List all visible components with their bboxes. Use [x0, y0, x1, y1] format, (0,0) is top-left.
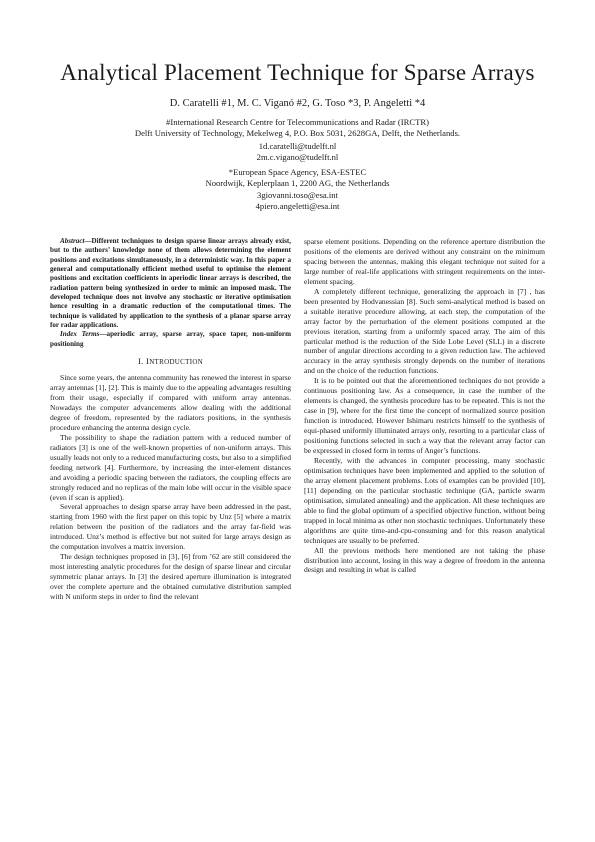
section-title-initial: I: [146, 356, 150, 367]
index-terms: [50, 330, 291, 349]
right-column: [304, 237, 545, 575]
index-terms-label: Index Terms: [60, 330, 100, 339]
email-address: 3giovanni.toso@esa.int: [257, 190, 338, 200]
left-column: [50, 237, 291, 602]
affiliation-line: Noordwijk, Keplerplaan 1, 2200 AG, the Netherlands: [205, 178, 390, 188]
body-paragraph: It is to be pointed out that the aforementioned techniques do not provide a continuous positioning law. As a consequence, in case the number of the elements is changed, the synthesis procedure has to be repeated. This is not the case in [9], where for the first time the concept of normalized source position function is introduced. However Ishimaru restricts himself to the synthesis of equi-phased uniformly illuminated arrays only, resorting to a particular class of positioning functions selected in such a way that the relevant array factor can be expressed in closed form in terms of Anger’s functions.: [304, 376, 545, 456]
body-paragraph: sparse element positions. Depending on the reference aperture distribution the positions of the elements are derived without any constraint on the minimum spacing between the antennas, making this elegant technique not suited for a large number of real-life applications with stringent requirements on the inter-element spacing.: [304, 237, 545, 286]
abstract-label: Abstract: [60, 237, 85, 245]
email-address: 4piero.angeletti@esa.int: [255, 201, 340, 211]
section-title-rest: NTRODUCTION: [149, 358, 204, 367]
body-paragraph: The design techniques proposed in [3], [6] from ’62 are still considered the most interesting analytic procedures for the design of sparse linear and circular symmetric planar arrays. In [3] the desired aperture illumination is integrated over the complete aperture and the obtained cumulative distribution sampled with N uniform steps in order to find the relevant: [50, 552, 291, 602]
affiliation-line: *European Space Agency, ESA-ESTEC: [228, 167, 367, 177]
affiliation-line: Delft University of Technology, Mekelweg 4, P.O. Box 5031, 2628GA, Delft, the Netherlands.: [134, 128, 461, 138]
paper-title: Analytical Placement Technique for Sparse Arrays: [60, 60, 535, 85]
author-list: D. Caratelli #1, M. C. Viganó #2, G. Toso *3, P. Angeletti *4: [169, 98, 426, 109]
body-paragraph: Recently, with the advances in computer processing, many stochastic optimisation techniques have been implemented and applied to the solution of the array element placement problems. Lots of examples can be provided [10], [11] depending on the particular stochastic technique (GA, particle swarm optimisation, simulated annealing) and the application. All these techniques are able to find the global optimum of a specified objective function, without being trapped in local minima as other non stochastic techniques. Unfortunately these algorithms are quite time-and-cpu-consuming and for this reason analytical techniques are usually to be preferred.: [304, 455, 545, 545]
body-paragraph: Since some years, the antenna community has renewed the interest in sparse array antennas [1], [2]. This is mainly due to the appealing advantages resulting from their usage, especially if compared with uniform array antennas. Nowadays the computer advancements allow dealing with the additional degree of freedom, represented by the radiators positions, in the synthesis procedure enhancing the antenna design cycle.: [50, 373, 291, 432]
abstract: [50, 237, 291, 330]
email-address: 2m.c.vigano@tudelft.nl: [256, 152, 339, 162]
abstract-text: —Different techniques to design sparse linear arrays already exist, but to the authors’ knowledge none of them allows determining the element positions and excitations simultaneously, in a deterministic way. In this paper a general and computationally efficient method useful to optimise the element positions and excitation coefficients in aperiodic linear arrays is described, the radiation pattern being synthesized in order to mimic an imposed mask. The developed technique does not involve any stochastic or iterative optimisation hence resulting in a dramatic reduction of the computational times. The technique is validated by application to the synthesis of a planar sparse array for radar applications.: [50, 237, 291, 330]
body-paragraph: Several approaches to design sparse array have been addressed in the past, starting from 1960 with the first paper on this topic by Unz [5] where a matrix relation between the position of the radiators and the array far-field was introduced. Unz’s method is effective but not suited for large arrays design as the computation involves a matrix inversion.: [50, 502, 291, 552]
index-terms-text: —aperiodic array, sparse array, space taper, non-uniform positioning: [50, 330, 291, 348]
section-heading: [50, 357, 291, 368]
email-address: 1d.caratelli@tudelft.nl: [258, 141, 337, 151]
affiliation-line: #International Research Centre for Telecommunications and Radar (IRCTR): [166, 117, 429, 127]
body-paragraph: A completely different technique, generalizing the approach in [7] , has been presented by Hodvanessian [8]. Such semi-analytical method is based on a suitable iterative procedure allowing, at each step, the computation of the array factor by the perturbation of the element positions computed at the previous iteration, starting from a uniformly spaced array. The aim of this particular method is the reduction of the Side Lobe Level (SLL) in a discrete number of angular directions according to a given reduction law. The achieved accuracy in the array synthesis strongly depends on the number of iterations and on the choice of the reduction functions.: [304, 286, 545, 376]
section-number: I.: [137, 356, 144, 367]
body-paragraph: The possibility to shape the radiation pattern with a reduced number of radiators [3] is one of the well-known properties of non-uniform arrays. This usually leads not only to a reduced manufacturing costs, but also to a simplified feeding network [4]. Furthermore, by increasing the inter-element distances and avoiding a periodic spacing between the radiators, the coupling effects are strongly reduced and no replicas of the main lobe will occur in the visible space (even if scan is applied).: [50, 432, 292, 502]
body-paragraph: All the previous methods here mentioned are not taking the phase distribution into account, losing in this way a degree of freedom in the antenna design and resulting in what is called: [304, 545, 545, 575]
